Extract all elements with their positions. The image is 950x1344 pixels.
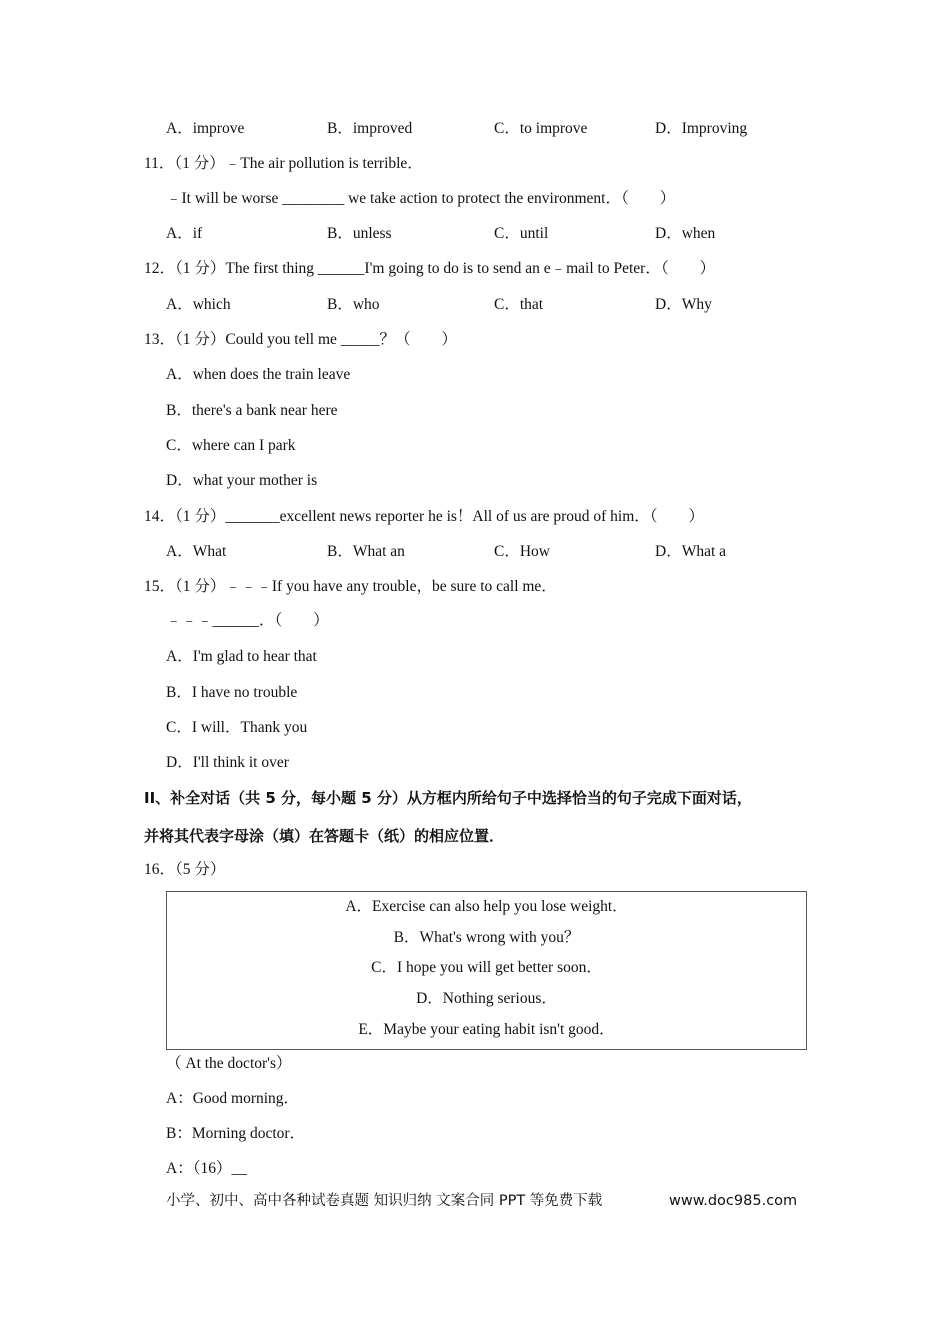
q13-stem: 13．（1 分）Could you tell me _____？（ ） xyxy=(144,331,458,348)
q12-option-d: D．Why xyxy=(655,296,712,313)
dialog-scene: （ At the doctor's） xyxy=(166,1055,292,1072)
q15-stem: 15．（1 分）﹣﹣﹣If you have any trouble，be sure to call me． xyxy=(144,578,557,595)
q10-option-b: B．improved xyxy=(327,120,413,137)
box-sentence-b: B．What's wrong with you？ xyxy=(393,929,580,946)
q11-option-d: D．when xyxy=(655,225,716,242)
q11-option-b: B．unless xyxy=(327,225,392,242)
q10-option-c: C．to improve xyxy=(494,120,588,137)
box-sentence-a: A．Exercise can also help you lose weight． xyxy=(345,898,628,915)
q12-option-a: A．which xyxy=(166,296,231,313)
q15-option-c: C．I will．Thank you xyxy=(166,719,308,736)
box-sentence-c: C．I hope you will get better soon． xyxy=(371,959,602,976)
q15-option-b: B．I have no trouble xyxy=(166,684,298,701)
q15-option-a: A．I'm glad to hear that xyxy=(166,648,317,665)
q11-option-a: A．if xyxy=(166,225,203,242)
section2-heading-line1: II、补全对话（共 5 分，每小题 5 分）从方框内所给句子中选择恰当的句子完成下面对话， xyxy=(144,789,752,807)
q13-option-d: D．what your mother is xyxy=(166,472,318,489)
q13-option-c: C．where can I park xyxy=(166,437,296,454)
q12-stem: 12．（1 分）The first thing ______I'm going to do is to send an e﹣mail to Peter．（ ） xyxy=(144,260,716,277)
footer-website: www.doc985.com xyxy=(669,1193,798,1209)
q13-option-a: A．when does the train leave xyxy=(166,366,351,383)
q11-option-c: C．until xyxy=(494,225,549,242)
q12-option-c: C．that xyxy=(494,296,544,313)
q14-option-a: A．What xyxy=(166,543,227,560)
q14-option-d: D．What a xyxy=(655,543,727,560)
box-sentence-e: E．Maybe your eating habit isn't good． xyxy=(358,1021,615,1038)
q12-option-b: B．who xyxy=(327,296,380,313)
section2-heading-line2: 并将其代表字母涂（填）在答题卡（纸）的相应位置． xyxy=(144,827,505,845)
q14-option-c: C．How xyxy=(494,543,550,560)
q16-stem: 16．（5 分） xyxy=(144,861,226,878)
footer-promo-text: 小学、初中、高中各种试卷真题 知识归纳 文案合同 PPT 等免费下载 xyxy=(166,1193,603,1209)
dialog-line-1: A：Good morning． xyxy=(166,1090,300,1107)
box-sentence-d: D．Nothing serious． xyxy=(416,990,557,1007)
q10-option-d: D．Improving xyxy=(655,120,748,137)
q15-option-d: D．I'll think it over xyxy=(166,754,289,771)
q14-stem: 14．（1 分）_______excellent news reporter he is！All of us are proud of him．（ ） xyxy=(144,508,705,525)
q14-option-b: B．What an xyxy=(327,543,405,560)
q11-stem-reply: ﹣It will be worse ________ we take action to protect the environment．（ ） xyxy=(166,190,676,207)
sentence-option-box xyxy=(166,891,807,1050)
q13-option-b: B．there's a bank near here xyxy=(166,402,338,419)
q11-stem: 11．（1 分）﹣The air pollution is terrible． xyxy=(144,155,423,172)
dialog-line-3: A：（16）__ xyxy=(166,1160,247,1177)
dialog-line-2: B：Morning doctor． xyxy=(166,1125,306,1142)
q15-stem-reply: ﹣﹣﹣______．（ ） xyxy=(166,612,329,629)
q10-option-a: A．improve xyxy=(166,120,245,137)
